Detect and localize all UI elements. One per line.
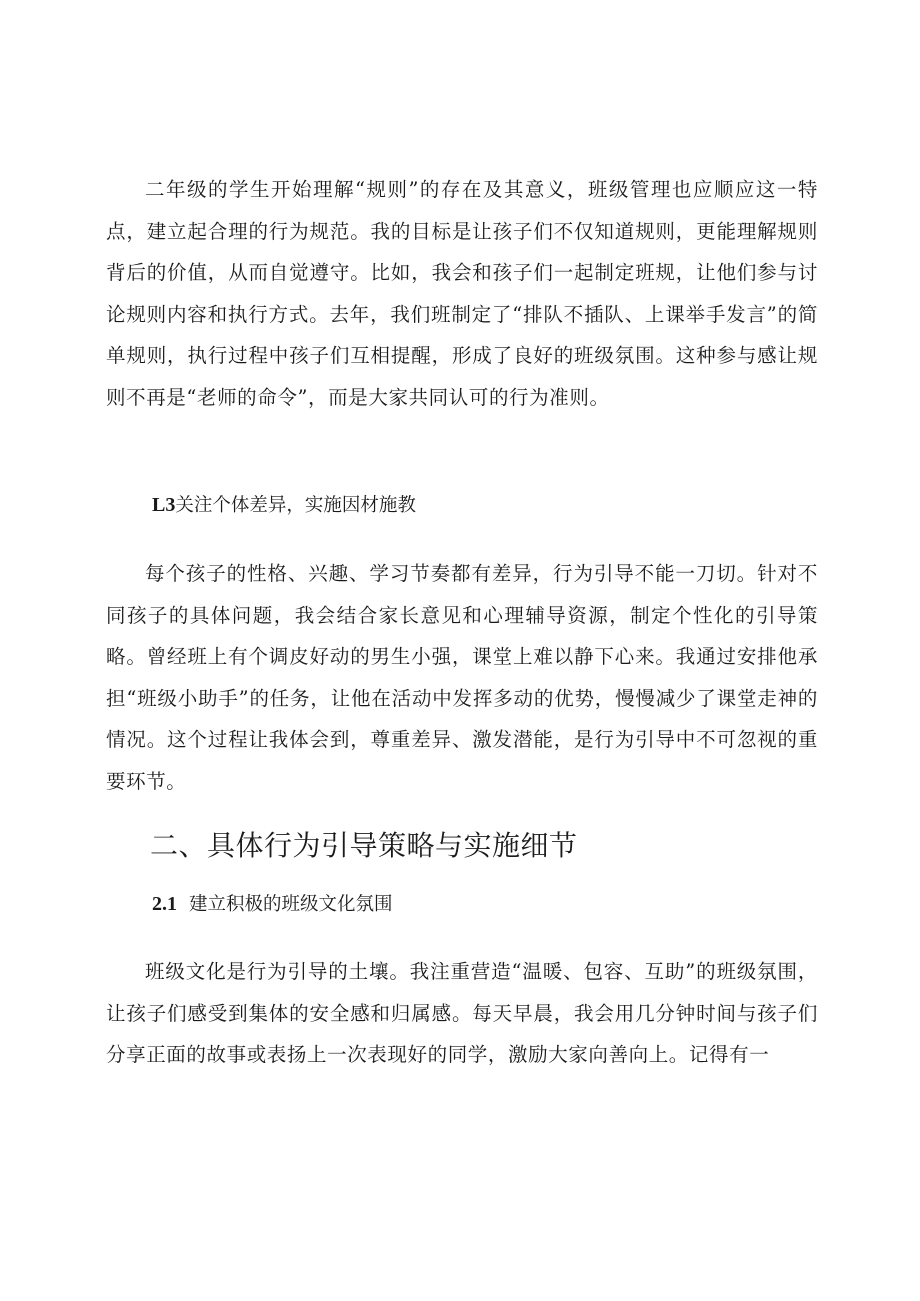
paragraph-class-rules: 二年级的学生开始理解“规则”的存在及其意义，班级管理也应顺应这一特点，建立起合理的行为规范。我的目标是让孩子们不仅知道规则，更能理解规则背后的价值，从而自觉遵守。比如，我会和孩子们一起制定班规，让他们参与讨论规则内容和执行方式。去年，我们班制定了“排队不插队、上课举手发言”的简单规则，执行过程中孩子们互相提醒，形成了良好的班级氛围。这种参与感让规则不再是“老师的命令”，而是大家共同认可的行为准则。 bbox=[106, 178, 818, 409]
subheading-number: L3 bbox=[152, 494, 176, 516]
section-title-2: 二、具体行为引导策略与实施细节 bbox=[150, 829, 578, 862]
subheading-text: 关注个体差异，实施因材施教 bbox=[175, 495, 416, 516]
subheading-1-3 bbox=[152, 492, 416, 519]
subheading-2-1 bbox=[152, 891, 393, 918]
subheading-number: 2.1 bbox=[152, 893, 177, 915]
subheading-text: 建立积极的班级文化氛围 bbox=[189, 894, 393, 915]
paragraph-individual-differences: 每个孩子的性格、兴趣、学习节奏都有差异，行为引导不能一刀切。针对不同孩子的具体问题，我会结合家长意见和心理辅导资源，制定个性化的引导策略。曾经班上有个调皮好动的男生小强，课堂上难以静下心来。我通过安排他承担“班级小助手”的任务，让他在活动中发挥多动的优势，慢慢减少了课堂走神的情况。这个过程让我体会到，尊重差异、激发潜能，是行为引导中不可忽视的重要环节。 bbox=[106, 562, 818, 793]
paragraph-class-culture: 班级文化是行为引导的土壤。我注重营造“温暖、包容、互助”的班级氛围，让孩子们感受到集体的安全感和归属感。每天早晨，我会用几分钟时间与孩子们分享正面的故事或表扬上一次表现好的同学，激励大家向善向上。记得有一 bbox=[106, 960, 818, 1066]
